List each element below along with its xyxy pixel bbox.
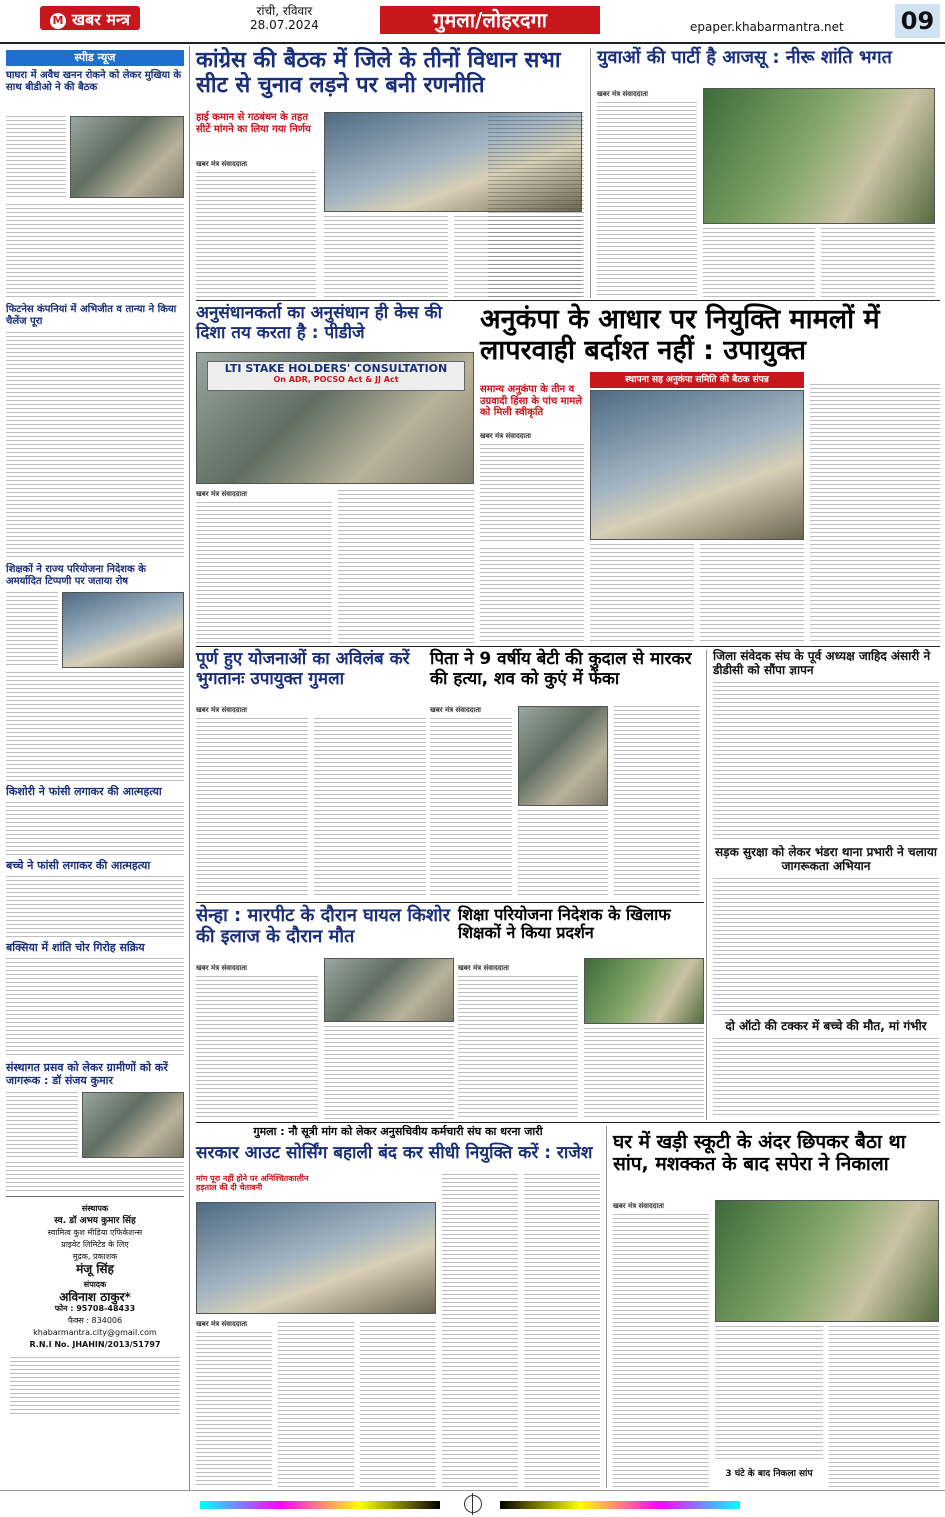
article-body [196, 172, 316, 298]
article-pita [430, 650, 700, 900]
article-ajsu [590, 48, 940, 298]
photo-caption: मांग पूरा नहीं होने पर अनिश्चितकालीन हड़ताल की दी चेतावनी [196, 1174, 309, 1193]
right-column [706, 650, 940, 1120]
article-body [703, 228, 815, 298]
article-body [196, 1332, 272, 1488]
byline: खबर मंत्र संवाददाता [196, 964, 247, 972]
masthead [6, 1196, 184, 1486]
divider [196, 300, 940, 301]
event-banner [207, 361, 465, 391]
article-headline[interactable]: पिता ने 9 वर्षीय बेटी की कुदाल से मारकर की हत्या, शव को कुएं में फेंका [430, 649, 692, 689]
article-body [700, 544, 804, 644]
article-headline[interactable]: कांग्रेस की बैठक में जिले के तीनों विधान सभा सीट से चुनाव लड़ने पर बनी रणनीति [196, 48, 561, 99]
sidebar [0, 46, 190, 1490]
article-headline[interactable]: युवाओं की पार्टी है आजसू : नीरू शांति भगत [597, 47, 892, 68]
article-body [442, 1174, 518, 1488]
sidebar-headline[interactable]: बक्सिया में शांति चोर गिरोह सक्रिय [6, 941, 145, 954]
article-body [715, 1326, 823, 1462]
article-body [488, 112, 584, 298]
sidebar-body-text [6, 1092, 78, 1158]
article-body [713, 878, 939, 1016]
article-headline[interactable]: दो ऑटो की टक्कर में बच्चे की मौत, मां गंभीर [725, 1019, 927, 1033]
photo-caption: 3 घंटे के बाद निकला सांप [725, 1469, 813, 1479]
event-banner-title: LTI STAKE HOLDERS' CONSULTATION [224, 362, 448, 375]
article-photo [196, 1202, 436, 1314]
article-kicker[interactable]: गुमला : नौ सूत्री मांग को लेकर अनुसचिवीय कर्मचारी संघ का धरना जारी [253, 1125, 543, 1138]
article-body [713, 1038, 939, 1118]
sidebar-headline[interactable]: संस्थागत प्रसव को लेकर ग्रामीणों को करें जागरूक : डॉ संजय कुमार [6, 1061, 168, 1087]
byline: खबर मंत्र संवाददाता [196, 1320, 247, 1328]
masthead-disclaimer [10, 1357, 180, 1417]
byline: खबर मंत्र संवाददाता [480, 432, 531, 440]
article-photo [715, 1200, 939, 1322]
article-body [597, 102, 697, 298]
article-body [810, 384, 940, 644]
article-body [196, 502, 332, 644]
sidebar-body-text [6, 116, 66, 200]
masthead-founder: स्व. डॉ अभय कुमार सिंह [54, 1216, 136, 1226]
byline: खबर मंत्र संवाददाता [196, 490, 247, 498]
city-day: रांची, रविवार [256, 4, 313, 18]
masthead-rni: R.N.I No. JHAHIN/2013/51797 [29, 1340, 161, 1349]
article-saanp [606, 1126, 940, 1488]
sidebar-body-text [6, 958, 184, 1058]
divider [196, 1122, 940, 1123]
sidebar-photo [62, 592, 184, 668]
speed-news-tag: स्पीड न्यूज [6, 50, 184, 66]
event-banner-sub: On ADR, POCSO Act & JJ Act [273, 375, 399, 384]
masthead-email[interactable]: khabarmantra.city@gmail.com [33, 1328, 157, 1337]
article-body [196, 976, 318, 1120]
masthead-editor-label: संपादक [83, 1280, 107, 1289]
article-headline[interactable]: सड़क सुरक्षा को लेकर भंडरा थाना प्रभारी ने चलाया जागरूकता अभियान [715, 845, 937, 873]
article-body [480, 444, 584, 544]
sidebar-body-text [6, 876, 184, 938]
article-headline[interactable]: पूर्ण हुए योजनाओं का अविलंब करें भुगतानः उपायुक्त गुमला [196, 649, 410, 689]
masthead-editor: अविनाश ठाकुर* [59, 1290, 131, 1304]
masthead-printer: मंजू सिंह [76, 1262, 114, 1276]
divider [196, 646, 940, 647]
color-bar [500, 1501, 740, 1509]
section-title: गुमला/लोहरदगा [380, 6, 600, 34]
article-body [314, 718, 426, 898]
article-body [458, 976, 578, 1120]
sidebar-headline[interactable]: किशोरी ने फांसी लगाकर की आत्महत्या [6, 785, 162, 798]
registration-mark-icon [464, 1495, 482, 1513]
article-pdj [196, 304, 474, 644]
article-anukampa [480, 304, 940, 644]
article-body [338, 490, 474, 644]
sidebar-headline[interactable]: शिक्षकों ने राज्य परियोजना निदेशक के अमर्यादित टिप्पणी पर जताया रोष [6, 564, 146, 587]
issue-date: 28.07.2024 [250, 18, 319, 32]
sidebar-headline[interactable]: घाघरा में अवैध खनन रोकने को लेकर मुखिया के साथ बीडीओ ने की बैठक [6, 70, 182, 93]
masthead-owner: स्वामित्व कुश मीडिया एफिकेशन्स [47, 1228, 143, 1237]
masthead-company: प्राइवेट लिमिटेड के लिए [61, 1240, 129, 1249]
article-photo [196, 352, 474, 484]
article-photo [324, 958, 454, 1022]
byline: खबर मंत्र संवाददाता [196, 160, 247, 168]
sidebar-photo [82, 1092, 184, 1158]
sidebar-headline[interactable]: बच्चे ने फांसी लगाकर की आत्महत्या [6, 859, 151, 872]
article-body [613, 1214, 709, 1488]
article-body [360, 1322, 436, 1488]
page-header [0, 0, 945, 44]
byline: खबर मंत्र संवाददाता [613, 1202, 664, 1210]
article-body [829, 1326, 939, 1488]
sidebar-body-text [6, 802, 184, 856]
epaper-url[interactable]: epaper.khabarmantra.net [690, 20, 844, 34]
brand-logo: M खबर मन्त्र [40, 6, 140, 30]
article-yojana [196, 650, 426, 900]
article-headline[interactable]: सेन्हा : मारपीट के दौरान घायल किशोर की इलाज के दौरान मौत [196, 905, 451, 947]
article-body [430, 718, 512, 898]
article-body [614, 706, 700, 898]
article-headline[interactable]: जिला संवेदक संघ के पूर्व अध्यक्ष जाहिद अंसारी ने डीडीसी को सौंपा ज्ञापन [713, 649, 931, 677]
article-photo [590, 390, 804, 540]
article-shiksha [458, 906, 704, 1120]
masthead-printer-label: मुद्रक, प्रकाशक [72, 1252, 118, 1261]
article-body [518, 810, 608, 898]
byline: खबर मंत्र संवाददाता [196, 706, 247, 714]
article-body [821, 228, 935, 298]
registration-mark-icon [472, 1493, 473, 1515]
sidebar-headline[interactable]: फिटनेस कंपनियां में अभिजीत व तान्या ने किया चैलेंज पूरा [6, 304, 177, 327]
article-headline[interactable]: घर में खड़ी स्कूटी के अंदर छिपकर बैठा था सांप, मशक्कत के बाद सपेरा ने निकाला [613, 1131, 906, 1175]
article-body [713, 682, 939, 842]
article-body [324, 216, 448, 298]
color-bar [200, 1501, 440, 1509]
article-headline[interactable]: शिक्षा परियोजना निदेशक के खिलाफ शिक्षकों ने किया प्रदर्शन [458, 905, 671, 943]
byline: खबर मंत्र संवाददाता [430, 706, 481, 714]
article-senha [196, 906, 454, 1120]
photo-caption: स्थापना सह अनुकंपा समिति की बैठक संपन्न [590, 372, 804, 388]
article-body [524, 1174, 600, 1488]
article-body [590, 544, 694, 644]
sidebar-body-text [6, 672, 184, 782]
article-body [480, 548, 584, 644]
article-photo [584, 958, 704, 1024]
article-subheadline: समान्य अनुकंपा के तीन व उग्रवादी हिंसा के पांच मामले को मिली स्वीकृति [480, 384, 582, 418]
article-headline[interactable]: अनुकंपा के आधार पर नियुक्ति मामलों में लापरवाही बर्दाश्त नहीं : उपायुक्त [480, 304, 880, 367]
masthead-phone: फोन : 95708-48433 [54, 1304, 136, 1313]
logo-icon: M [50, 13, 66, 29]
article-outsourcing [196, 1126, 600, 1488]
divider [196, 902, 704, 903]
sidebar-body-text [6, 332, 184, 560]
article-photo [518, 706, 608, 806]
article-body [584, 1028, 704, 1120]
sidebar-body-text [6, 204, 184, 300]
dateline [250, 4, 319, 32]
page-footer [0, 1490, 945, 1517]
sidebar-body-text [6, 1162, 184, 1192]
byline: खबर मंत्र संवाददाता [458, 964, 509, 972]
sidebar-body-text [6, 592, 58, 668]
article-body [278, 1322, 354, 1488]
article-body [196, 718, 308, 898]
article-headline[interactable]: सरकार आउट सोर्सिंग बहाली बंद कर सीधी नियुक्ति करें : राजेश [196, 1143, 593, 1163]
sidebar-photo [70, 116, 184, 198]
masthead-fax: फैक्स : 834006 [67, 1316, 123, 1325]
byline: खबर मंत्र संवाददाता [597, 90, 648, 98]
article-subheadline: हाई कमान से गठबंधन के तहत सीटें मांगने का लिया गया निर्णय [196, 112, 311, 135]
page-number: 09 [895, 4, 940, 38]
article-body [324, 1026, 454, 1120]
article-photo [703, 88, 935, 224]
article-headline[interactable]: अनुसंधानकर्ता का अनुसंधान ही केस की दिशा तय करता है : पीडीजे [196, 303, 443, 343]
masthead-title: संस्थापक [81, 1204, 109, 1213]
